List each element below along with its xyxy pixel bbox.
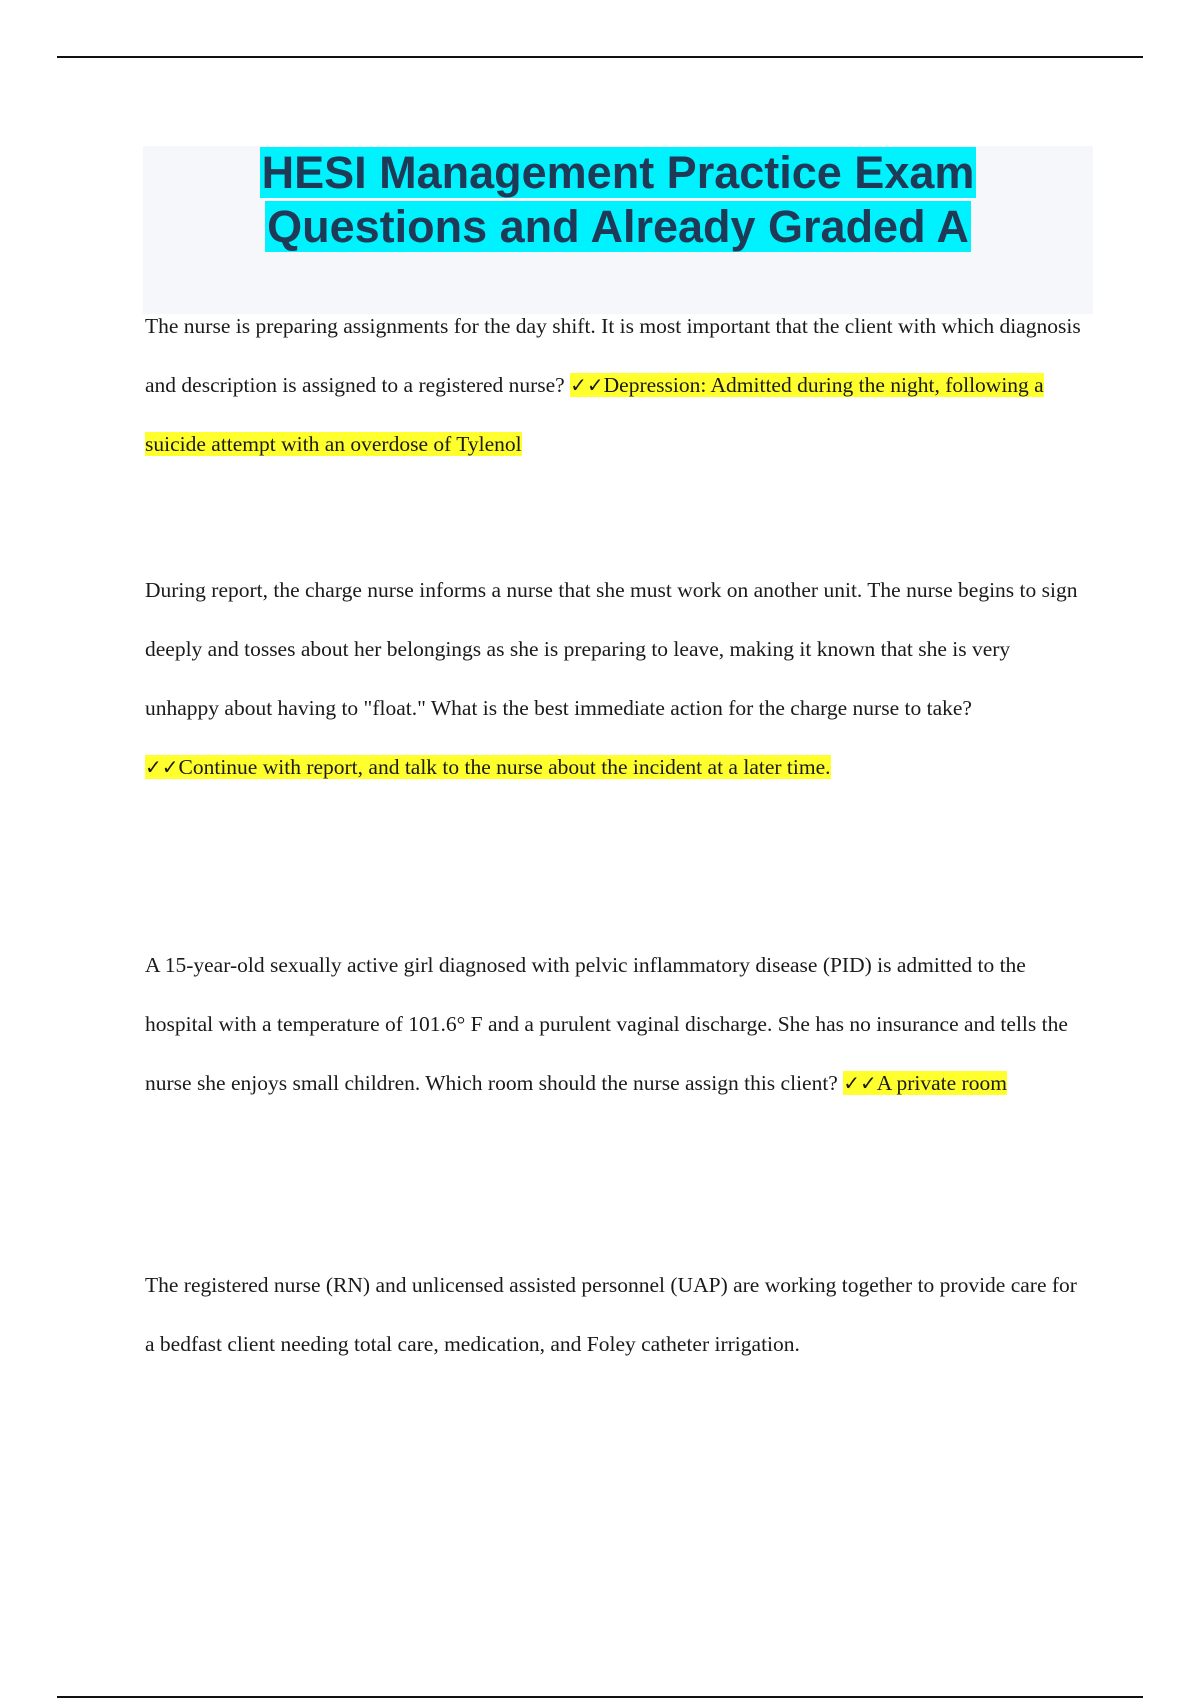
answer-highlight xyxy=(843,1071,1007,1095)
question-text: During report, the charge nurse informs a nurse that she must work on another unit. The nurse begins to sign deeply and tosses about her belongings as she is preparing to leave, making it known that she is very unhappy about having to "float." What is the best immediate action for the charge nurse to take? xyxy=(145,578,1078,720)
question-block xyxy=(145,297,1085,474)
question-block xyxy=(145,1256,1085,1374)
question-text: The nurse is preparing assignments for the day shift. It is most important that the client with which diagnosis and description is assigned to a registered nurse? xyxy=(145,314,1081,397)
answer-highlight xyxy=(145,755,831,779)
title-line-2: Questions and Already Graded A xyxy=(267,201,969,252)
title-band xyxy=(143,146,1093,314)
question-text: A 15-year-old sexually active girl diagnosed with pelvic inflammatory disease (PID) is admitted to the hospital with a temperature of 101.6° F and a purulent vaginal discharge. She has no insurance and tells the nurse she enjoys small children. Which room should the nurse assign this client? xyxy=(145,953,1068,1095)
answer-text: A private room xyxy=(876,1071,1007,1095)
question-block xyxy=(145,936,1085,1113)
double-check-icon: ✓✓ xyxy=(145,755,179,779)
top-rule xyxy=(57,56,1143,58)
answer-text: Continue with report, and talk to the nurse about the incident at a later time. xyxy=(178,755,831,779)
double-check-icon: ✓✓ xyxy=(570,373,604,397)
bottom-rule xyxy=(57,1696,1143,1698)
document-title xyxy=(143,146,1093,254)
double-check-icon: ✓✓ xyxy=(843,1071,877,1095)
question-text: The registered nurse (RN) and unlicensed assisted personnel (UAP) are working together to provide care for a bedfast client needing total care, medication, and Foley catheter irrigation. xyxy=(145,1273,1077,1356)
question-block xyxy=(145,561,1085,797)
title-line-1: HESI Management Practice Exam xyxy=(261,147,975,198)
answer-text: Depression: Admitted during the night, following a suicide attempt with an overdose of Tylenol xyxy=(145,373,1044,456)
